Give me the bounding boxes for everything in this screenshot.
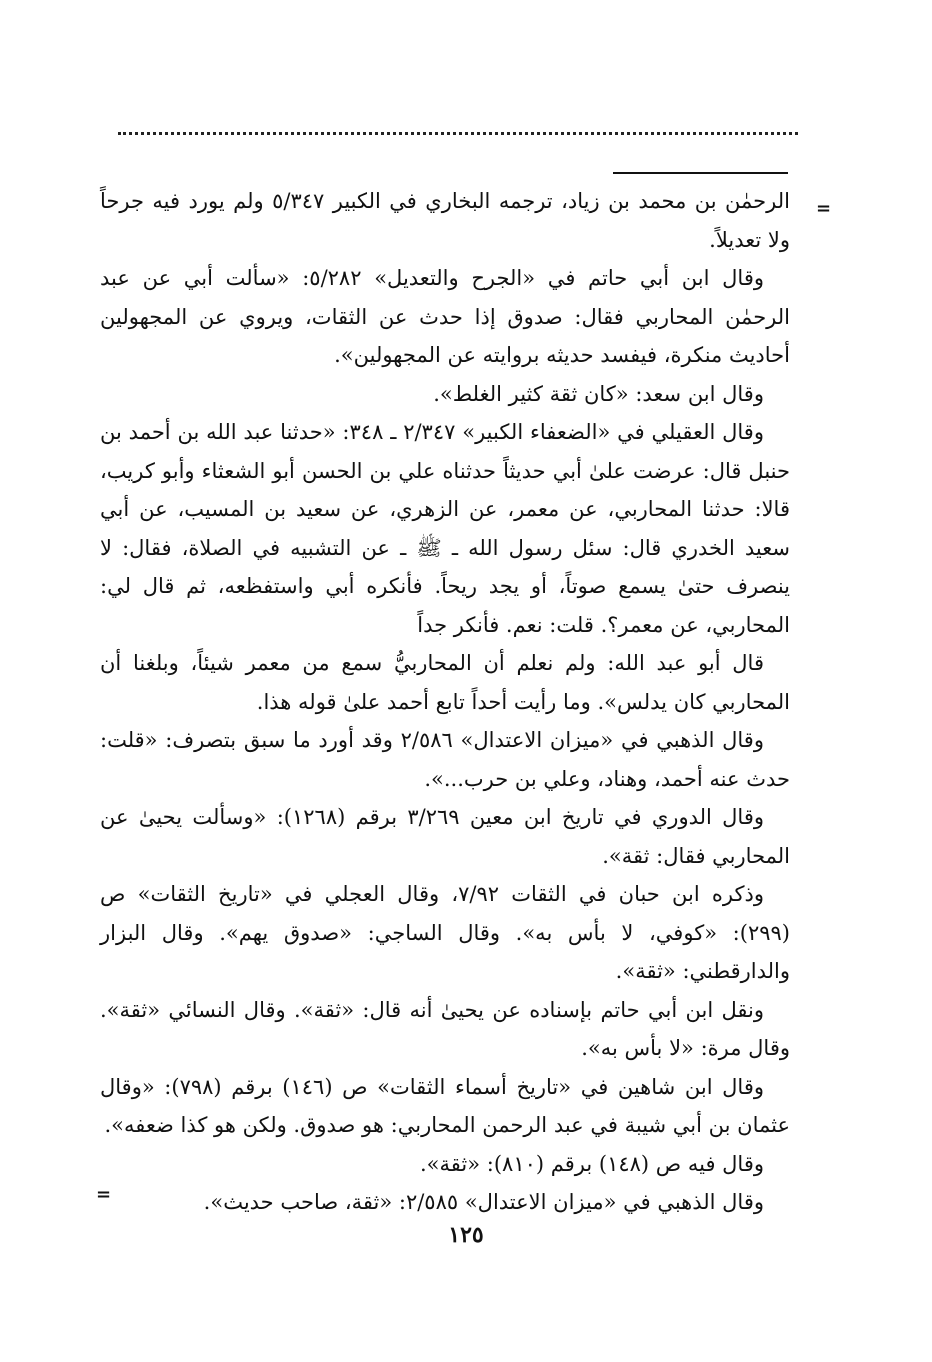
paragraph-9: ونقل ابن أبي حاتم بإسناده عن يحيىٰ أنه قال: «ثقة». وقال النسائي «ثقة». وقال مرة: «لا بأس به».	[100, 997, 790, 1060]
paragraph-10: وقال ابن شاهين في «تاريخ أسماء الثقات» ص (١٤٦) برقم (٧٩٨): «وقال عثمان بن أبي شيبة في عبد الرحمن المحاربي: هو صدوق. ولكن هو كذا ضعفه».	[100, 1074, 790, 1137]
section-dotted-divider	[118, 132, 798, 135]
paragraph-1: الرحمٰن بن محمد بن زياد، ترجمه البخاري في الكبير ٥/٣٤٧ ولم يورد فيه جرحاً ولا تعديلاً.	[100, 189, 790, 252]
paragraph-8: وذكره ابن حبان في الثقات ٧/٩٢، وقال العجلي في «تاريخ الثقات» ص (٢٩٩): «كوفي، لا بأس به». وقال الساجي: «صدوق يهم». وقال البزار والدارقطني: «ثقة».	[100, 882, 790, 983]
paragraph-12: وقال الذهبي في «ميزان الاعتدال» ٢/٥٨٥: «ثقة، صاحب حديث».	[203, 1190, 764, 1214]
paragraph-6: وقال الذهبي في «ميزان الاعتدال» ٢/٥٨٦ وقد أورد ما سبق بتصرف: «قلت: حدث عنه أحمد، وهناد، وعلي بن حرب...».	[100, 728, 790, 791]
paragraph-11: وقال فيه ص (١٤٨) برقم (٨١٠): «ثقة».	[420, 1151, 764, 1176]
paragraph-7: وقال الدوري في تاريخ ابن معين ٣/٢٦٩ برقم (١٢٦٨): «وسألت يحيىٰ عن المحاربي فقال: ثقة».	[100, 805, 790, 868]
paragraph-3: وقال ابن سعد: «كان ثقة كثير الغلط».	[433, 381, 764, 406]
page-number: ١٢٥	[448, 1222, 484, 1248]
footnote-separator-line	[613, 172, 788, 174]
continuation-mark-bottom: =	[96, 1184, 112, 1205]
footnote-body	[100, 182, 790, 1222]
continuation-mark-top: =	[816, 198, 832, 219]
paragraph-5: قال أبو عبد الله: ولم نعلم أن المحاربيُّ سمع من معمر شيئاً، وبلغنا أن المحاربي كان يدلس». وما رأيت أحداً تابع أحمد علىٰ قوله هذا.	[100, 651, 790, 714]
paragraph-2: وقال ابن أبي حاتم في «الجرح والتعديل» ٥/٢٨٢: «سألت أبي عن عبد الرحمٰن المحاربي فقال: صدوق إذا حدث عن الثقات، ويروي عن المجهولين أحاديث منكرة، فيفسد حديثه بروايته عن المجهولين».	[100, 266, 790, 367]
paragraph-4: وقال العقيلي في «الضعفاء الكبير» ٢/٣٤٧ ـ ٣٤٨: «حدثنا عبد الله بن أحمد بن حنبل قال: عرضت علىٰ أبي حديثاً حدثناه علي بن الحسن أبو الشعثاء وأبو كريب، قالا: حدثنا المحاربي، عن معمر، عن الزهري، عن سعيد بن المسيب، عن أبي سعيد الخدري قال: سئل رسول الله ـ ﷺ ـ عن التشبيه في الصلاة، فقال: لا ينصرف حتىٰ يسمع صوتاً، أو يجد ريحاً. فأنكره أبي واستفظعه، ثم قال لي: المحاربي، عن معمر؟. قلت: نعم. فأنكر جداً	[100, 420, 790, 637]
